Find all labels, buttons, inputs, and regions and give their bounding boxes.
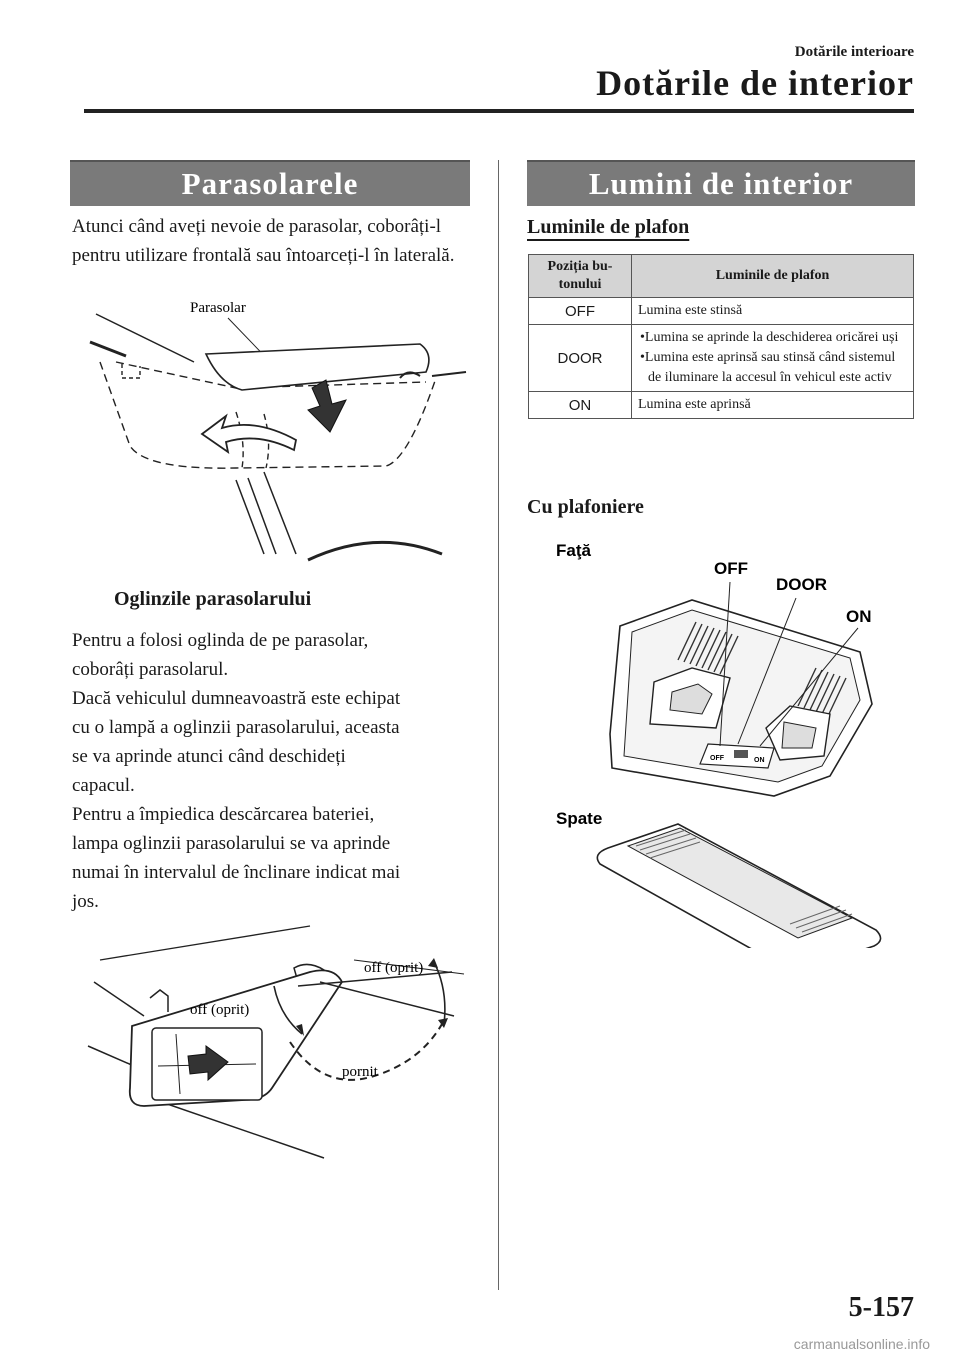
sun-visors-banner: Parasolarele [70,160,470,206]
visor-mirror-illustration [84,916,480,1176]
body-line: lampa oglinzii parasolarului se va aprinde [72,833,391,854]
body-line: Pentru a împiedica descărcarea bateriei, [72,804,375,825]
row-position: DOOR [529,325,632,392]
front-label: Faţă [556,541,591,560]
on-position-label: ON [846,607,872,626]
on-label: pornit [342,1064,378,1080]
sun-visors-intro: Atunci când aveți nevoie de parasolar, coborâți-l pentru utilizare frontală sau întoarceți-l în laterală. [72,216,455,266]
sun-visor-illustration [86,292,476,572]
overhead-lights-title: Luminile de plafon [527,216,690,238]
body-line: coborâți parasolarul. [72,659,229,680]
interior-lights-banner: Lumini de interior [527,160,915,206]
with-map-lights-title: Cu plafoniere [527,496,644,518]
switch-on-marking: ON [754,757,765,764]
header-rule [84,109,914,113]
row-position: ON [529,392,632,419]
section-title: Dotările de interior [596,63,914,103]
table-header-position: Poziția bu-tonului [529,255,632,298]
body-line: Dacă vehiculul dumneavoastră este echipat [72,688,401,709]
table-row [529,325,914,392]
row-description [632,325,914,392]
rear-label: Spate [556,809,603,828]
table-row [529,392,914,419]
bullet-item: •Lumina este aprinsă sau stinsă când sistemul de iluminare la accesul în vehicul este activ [640,350,896,385]
off-label-top: off (oprit) [364,960,424,976]
visor-mirrors-body [72,626,472,916]
page-number: 5-157 [848,1292,914,1323]
overhead-lights-table [528,254,914,419]
table-row [529,298,914,325]
row-description: Lumina este aprinsă [632,392,914,419]
table-header-row [529,255,914,298]
off-position-label: OFF [714,559,748,578]
body-line: capacul. [72,775,135,796]
column-divider [498,160,499,1290]
table-header-lights: Luminile de plafon [632,255,914,298]
watermark: carmanualsonline.info [793,1336,930,1352]
visor-mirrors-title: Oglinzile parasolarului [114,588,312,610]
row-position: OFF [529,298,632,325]
door-position-label: DOOR [776,575,827,594]
body-line: Pentru a folosi oglinda de pe parasolar, [72,630,369,651]
body-line: numai în intervalul de înclinare indicat mai [72,862,401,883]
sun-visor-label: Parasolar [190,300,246,316]
off-label-left: off (oprit) [190,1002,250,1018]
row-description: Lumina este stinsă [632,298,914,325]
body-line: jos. [72,891,99,912]
body-line: se va aprinde atunci când deschideți [72,746,346,767]
body-line: cu o lampă a oglinzii parasolarului, aceasta [72,717,400,738]
section-subtitle: Dotările interioare [794,44,914,60]
bullet-item: •Lumina se aprinde la deschiderea oricărei uși [640,330,899,345]
overhead-console-illustration [540,528,910,948]
switch-off-marking: OFF [710,755,724,762]
